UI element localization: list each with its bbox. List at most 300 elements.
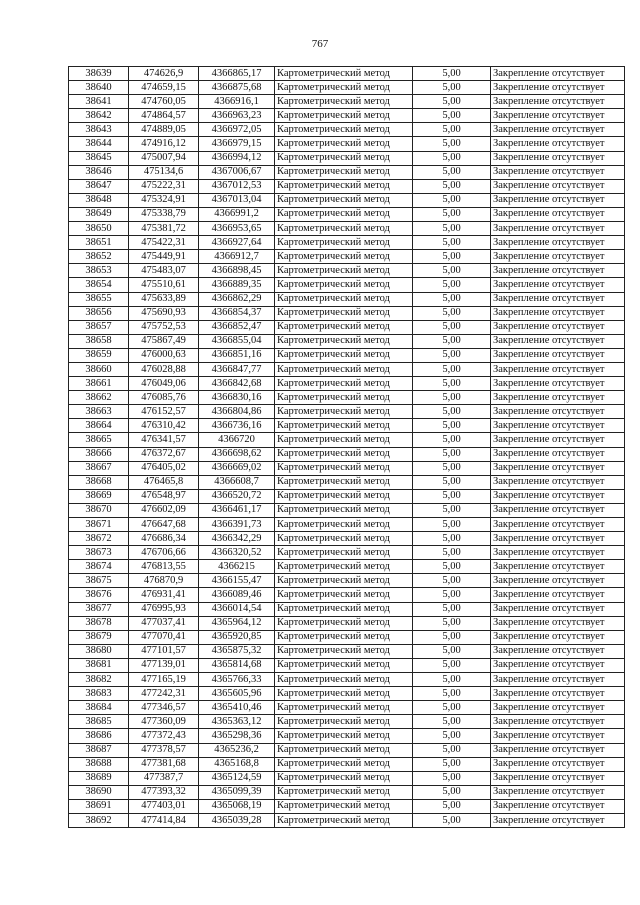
point-number-cell: 38641 [69,95,129,109]
x-coordinate-cell: 476813,55 [129,560,199,574]
method-cell: Картометрический метод [275,729,413,743]
point-number-cell: 38678 [69,616,129,630]
table-row [69,503,625,517]
page-number: 767 [311,38,329,50]
table-row [69,433,625,447]
accuracy-cell: 5,00 [413,419,491,433]
method-cell: Картометрический метод [275,306,413,320]
x-coordinate-cell: 476602,09 [129,503,199,517]
accuracy-cell: 5,00 [413,278,491,292]
accuracy-cell: 5,00 [413,785,491,799]
accuracy-cell: 5,00 [413,630,491,644]
accuracy-cell: 5,00 [413,222,491,236]
y-coordinate-cell: 4366855,04 [199,334,275,348]
y-coordinate-cell: 4365964,12 [199,616,275,630]
method-cell: Картометрический метод [275,799,413,813]
accuracy-cell: 5,00 [413,475,491,489]
fixing-cell: Закрепление отсутствует [491,813,625,827]
accuracy-cell: 5,00 [413,292,491,306]
table-row [69,715,625,729]
point-number-cell: 38676 [69,588,129,602]
fixing-cell: Закрепление отсутствует [491,532,625,546]
x-coordinate-cell: 477414,84 [129,813,199,827]
y-coordinate-cell: 4365124,59 [199,771,275,785]
point-number-cell: 38642 [69,109,129,123]
accuracy-cell: 5,00 [413,715,491,729]
accuracy-cell: 5,00 [413,602,491,616]
point-number-cell: 38653 [69,264,129,278]
x-coordinate-cell: 476931,41 [129,588,199,602]
table-row [69,391,625,405]
x-coordinate-cell: 475422,31 [129,236,199,250]
fixing-cell: Закрепление отсутствует [491,236,625,250]
accuracy-cell: 5,00 [413,334,491,348]
x-coordinate-cell: 476405,02 [129,461,199,475]
accuracy-cell: 5,00 [413,137,491,151]
x-coordinate-cell: 476000,63 [129,348,199,362]
x-coordinate-cell: 475324,91 [129,193,199,207]
method-cell: Картометрический метод [275,165,413,179]
accuracy-cell: 5,00 [413,67,491,81]
method-cell: Картометрический метод [275,461,413,475]
method-cell: Картометрический метод [275,95,413,109]
x-coordinate-cell: 476870,9 [129,574,199,588]
point-number-cell: 38645 [69,151,129,165]
fixing-cell: Закрепление отсутствует [491,179,625,193]
table-row [69,518,625,532]
table-row [69,532,625,546]
accuracy-cell: 5,00 [413,433,491,447]
y-coordinate-cell: 4366963,23 [199,109,275,123]
point-number-cell: 38649 [69,207,129,221]
method-cell: Картометрический метод [275,673,413,687]
fixing-cell: Закрепление отсутствует [491,81,625,95]
point-number-cell: 38664 [69,419,129,433]
table-row [69,81,625,95]
y-coordinate-cell: 4366698,62 [199,447,275,461]
accuracy-cell: 5,00 [413,546,491,560]
x-coordinate-cell: 475483,07 [129,264,199,278]
method-cell: Картометрический метод [275,560,413,574]
y-coordinate-cell: 4366852,47 [199,320,275,334]
table-row [69,743,625,757]
fixing-cell: Закрепление отсутствует [491,193,625,207]
table-row [69,137,625,151]
accuracy-cell: 5,00 [413,391,491,405]
fixing-cell: Закрепление отсутствует [491,701,625,715]
table-row [69,588,625,602]
fixing-cell: Закрепление отсутствует [491,292,625,306]
method-cell: Картометрический метод [275,574,413,588]
y-coordinate-cell: 4366865,17 [199,67,275,81]
table-row [69,109,625,123]
accuracy-cell: 5,00 [413,151,491,165]
accuracy-cell: 5,00 [413,377,491,391]
accuracy-cell: 5,00 [413,207,491,221]
accuracy-cell: 5,00 [413,771,491,785]
point-number-cell: 38671 [69,518,129,532]
fixing-cell: Закрепление отсутствует [491,391,625,405]
fixing-cell: Закрепление отсутствует [491,377,625,391]
point-number-cell: 38666 [69,447,129,461]
fixing-cell: Закрепление отсутствует [491,67,625,81]
method-cell: Картометрический метод [275,546,413,560]
method-cell: Картометрический метод [275,518,413,532]
point-number-cell: 38690 [69,785,129,799]
x-coordinate-cell: 475752,53 [129,320,199,334]
method-cell: Картометрический метод [275,687,413,701]
table-row [69,306,625,320]
y-coordinate-cell: 4366854,37 [199,306,275,320]
fixing-cell: Закрепление отсутствует [491,757,625,771]
point-number-cell: 38675 [69,574,129,588]
fixing-cell: Закрепление отсутствует [491,165,625,179]
point-number-cell: 38652 [69,250,129,264]
accuracy-cell: 5,00 [413,264,491,278]
method-cell: Картометрический метод [275,475,413,489]
table-row [69,236,625,250]
x-coordinate-cell: 477346,57 [129,701,199,715]
y-coordinate-cell: 4366875,68 [199,81,275,95]
accuracy-cell: 5,00 [413,405,491,419]
accuracy-cell: 5,00 [413,560,491,574]
method-cell: Картометрический метод [275,123,413,137]
point-number-cell: 38667 [69,461,129,475]
method-cell: Картометрический метод [275,644,413,658]
method-cell: Картометрический метод [275,447,413,461]
method-cell: Картометрический метод [275,264,413,278]
x-coordinate-cell: 475510,61 [129,278,199,292]
table-row [69,475,625,489]
x-coordinate-cell: 476706,66 [129,546,199,560]
point-number-cell: 38680 [69,644,129,658]
accuracy-cell: 5,00 [413,729,491,743]
table-row [69,673,625,687]
table-row [69,250,625,264]
method-cell: Картометрический метод [275,813,413,827]
fixing-cell: Закрепление отсутствует [491,687,625,701]
accuracy-cell: 5,00 [413,588,491,602]
x-coordinate-cell: 477372,43 [129,729,199,743]
fixing-cell: Закрепление отсутствует [491,250,625,264]
y-coordinate-cell: 4366089,46 [199,588,275,602]
point-number-cell: 38657 [69,320,129,334]
point-number-cell: 38689 [69,771,129,785]
table-row [69,222,625,236]
table-row [69,616,625,630]
method-cell: Картометрический метод [275,292,413,306]
y-coordinate-cell: 4366830,16 [199,391,275,405]
accuracy-cell: 5,00 [413,574,491,588]
x-coordinate-cell: 477139,01 [129,658,199,672]
y-coordinate-cell: 4366804,86 [199,405,275,419]
x-coordinate-cell: 477387,7 [129,771,199,785]
y-coordinate-cell: 4366842,68 [199,377,275,391]
method-cell: Картометрический метод [275,250,413,264]
method-cell: Картометрический метод [275,391,413,405]
y-coordinate-cell: 4366912,7 [199,250,275,264]
accuracy-cell: 5,00 [413,799,491,813]
table-row [69,334,625,348]
table-body [69,67,625,828]
x-coordinate-cell: 477101,57 [129,644,199,658]
point-number-cell: 38692 [69,813,129,827]
method-cell: Картометрический метод [275,222,413,236]
table-row [69,630,625,644]
fixing-cell: Закрепление отсутствует [491,602,625,616]
y-coordinate-cell: 4365039,28 [199,813,275,827]
x-coordinate-cell: 475867,49 [129,334,199,348]
y-coordinate-cell: 4366461,17 [199,503,275,517]
method-cell: Картометрический метод [275,348,413,362]
x-coordinate-cell: 474626,9 [129,67,199,81]
method-cell: Картометрический метод [275,320,413,334]
fixing-cell: Закрепление отсутствует [491,123,625,137]
y-coordinate-cell: 4366391,73 [199,518,275,532]
table-row [69,602,625,616]
fixing-cell: Закрепление отсутствует [491,334,625,348]
accuracy-cell: 5,00 [413,658,491,672]
x-coordinate-cell: 474760,05 [129,95,199,109]
table-row [69,419,625,433]
table-row [69,67,625,81]
method-cell: Картометрический метод [275,503,413,517]
fixing-cell: Закрепление отсутствует [491,348,625,362]
method-cell: Картометрический метод [275,81,413,95]
fixing-cell: Закрепление отсутствует [491,673,625,687]
x-coordinate-cell: 475633,89 [129,292,199,306]
method-cell: Картометрический метод [275,532,413,546]
accuracy-cell: 5,00 [413,236,491,250]
table-row [69,377,625,391]
x-coordinate-cell: 477360,09 [129,715,199,729]
y-coordinate-cell: 4365168,8 [199,757,275,771]
point-number-cell: 38665 [69,433,129,447]
y-coordinate-cell: 4366014,54 [199,602,275,616]
table-row [69,799,625,813]
y-coordinate-cell: 4366608,7 [199,475,275,489]
x-coordinate-cell: 476085,76 [129,391,199,405]
method-cell: Картометрический метод [275,109,413,123]
table-row [69,207,625,221]
accuracy-cell: 5,00 [413,673,491,687]
y-coordinate-cell: 4366979,15 [199,137,275,151]
x-coordinate-cell: 476152,57 [129,405,199,419]
point-number-cell: 38685 [69,715,129,729]
point-number-cell: 38643 [69,123,129,137]
y-coordinate-cell: 4366736,16 [199,419,275,433]
table-row [69,461,625,475]
y-coordinate-cell: 4366916,1 [199,95,275,109]
method-cell: Картометрический метод [275,179,413,193]
accuracy-cell: 5,00 [413,250,491,264]
y-coordinate-cell: 4366994,12 [199,151,275,165]
point-number-cell: 38647 [69,179,129,193]
x-coordinate-cell: 477378,57 [129,743,199,757]
method-cell: Картометрический метод [275,588,413,602]
accuracy-cell: 5,00 [413,503,491,517]
fixing-cell: Закрепление отсутствует [491,405,625,419]
fixing-cell: Закрепление отсутствует [491,630,625,644]
method-cell: Картометрический метод [275,616,413,630]
table-row [69,405,625,419]
x-coordinate-cell: 477242,31 [129,687,199,701]
accuracy-cell: 5,00 [413,179,491,193]
point-number-cell: 38673 [69,546,129,560]
fixing-cell: Закрепление отсутствует [491,799,625,813]
y-coordinate-cell: 4365068,19 [199,799,275,813]
x-coordinate-cell: 476465,8 [129,475,199,489]
y-coordinate-cell: 4366520,72 [199,489,275,503]
fixing-cell: Закрепление отсутствует [491,785,625,799]
y-coordinate-cell: 4365363,12 [199,715,275,729]
x-coordinate-cell: 477393,32 [129,785,199,799]
y-coordinate-cell: 4366972,05 [199,123,275,137]
table-row [69,729,625,743]
fixing-cell: Закрепление отсутствует [491,419,625,433]
method-cell: Картометрический метод [275,785,413,799]
accuracy-cell: 5,00 [413,813,491,827]
x-coordinate-cell: 476686,34 [129,532,199,546]
x-coordinate-cell: 477070,41 [129,630,199,644]
fixing-cell: Закрепление отсутствует [491,503,625,517]
y-coordinate-cell: 4367013,04 [199,193,275,207]
point-number-cell: 38679 [69,630,129,644]
method-cell: Картометрический метод [275,658,413,672]
table-row [69,278,625,292]
fixing-cell: Закрепление отсутствует [491,489,625,503]
y-coordinate-cell: 4365605,96 [199,687,275,701]
accuracy-cell: 5,00 [413,532,491,546]
accuracy-cell: 5,00 [413,306,491,320]
accuracy-cell: 5,00 [413,193,491,207]
fixing-cell: Закрепление отсутствует [491,362,625,376]
table-row [69,151,625,165]
table-row [69,165,625,179]
point-number-cell: 38677 [69,602,129,616]
fixing-cell: Закрепление отсутствует [491,729,625,743]
point-number-cell: 38654 [69,278,129,292]
accuracy-cell: 5,00 [413,109,491,123]
fixing-cell: Закрепление отсутствует [491,560,625,574]
fixing-cell: Закрепление отсутствует [491,518,625,532]
accuracy-cell: 5,00 [413,461,491,475]
table-row [69,658,625,672]
y-coordinate-cell: 4365410,46 [199,701,275,715]
method-cell: Картометрический метод [275,137,413,151]
fixing-cell: Закрепление отсутствует [491,546,625,560]
fixing-cell: Закрепление отсутствует [491,222,625,236]
point-number-cell: 38672 [69,532,129,546]
y-coordinate-cell: 4366927,64 [199,236,275,250]
fixing-cell: Закрепление отсутствует [491,433,625,447]
accuracy-cell: 5,00 [413,320,491,334]
x-coordinate-cell: 474659,15 [129,81,199,95]
point-number-cell: 38659 [69,348,129,362]
y-coordinate-cell: 4366953,65 [199,222,275,236]
accuracy-cell: 5,00 [413,123,491,137]
point-number-cell: 38684 [69,701,129,715]
accuracy-cell: 5,00 [413,165,491,179]
point-number-cell: 38681 [69,658,129,672]
method-cell: Картометрический метод [275,771,413,785]
method-cell: Картометрический метод [275,405,413,419]
y-coordinate-cell: 4365920,85 [199,630,275,644]
y-coordinate-cell: 4365236,2 [199,743,275,757]
method-cell: Картометрический метод [275,489,413,503]
y-coordinate-cell: 4366155,47 [199,574,275,588]
y-coordinate-cell: 4367006,67 [199,165,275,179]
y-coordinate-cell: 4366851,16 [199,348,275,362]
fixing-cell: Закрепление отсутствует [491,743,625,757]
accuracy-cell: 5,00 [413,644,491,658]
x-coordinate-cell: 474916,12 [129,137,199,151]
x-coordinate-cell: 477037,41 [129,616,199,630]
point-number-cell: 38656 [69,306,129,320]
fixing-cell: Закрепление отсутствует [491,306,625,320]
table-row [69,447,625,461]
x-coordinate-cell: 476049,06 [129,377,199,391]
fixing-cell: Закрепление отсутствует [491,137,625,151]
x-coordinate-cell: 475690,93 [129,306,199,320]
point-number-cell: 38674 [69,560,129,574]
fixing-cell: Закрепление отсутствует [491,109,625,123]
point-number-cell: 38640 [69,81,129,95]
accuracy-cell: 5,00 [413,687,491,701]
y-coordinate-cell: 4366847,77 [199,362,275,376]
x-coordinate-cell: 475007,94 [129,151,199,165]
accuracy-cell: 5,00 [413,616,491,630]
y-coordinate-cell: 4366320,52 [199,546,275,560]
fixing-cell: Закрепление отсутствует [491,715,625,729]
fixing-cell: Закрепление отсутствует [491,588,625,602]
fixing-cell: Закрепление отсутствует [491,264,625,278]
point-number-cell: 38651 [69,236,129,250]
y-coordinate-cell: 4365766,33 [199,673,275,687]
method-cell: Картометрический метод [275,419,413,433]
method-cell: Картометрический метод [275,334,413,348]
method-cell: Картометрический метод [275,701,413,715]
x-coordinate-cell: 474889,05 [129,123,199,137]
y-coordinate-cell: 4365298,36 [199,729,275,743]
x-coordinate-cell: 477165,19 [129,673,199,687]
fixing-cell: Закрепление отсутствует [491,475,625,489]
point-number-cell: 38668 [69,475,129,489]
y-coordinate-cell: 4366669,02 [199,461,275,475]
accuracy-cell: 5,00 [413,701,491,715]
method-cell: Картометрический метод [275,377,413,391]
table-row [69,757,625,771]
accuracy-cell: 5,00 [413,362,491,376]
table-row [69,687,625,701]
point-number-cell: 38682 [69,673,129,687]
method-cell: Картометрический метод [275,743,413,757]
table-row [69,179,625,193]
table-row [69,785,625,799]
method-cell: Картометрический метод [275,757,413,771]
table-row [69,123,625,137]
x-coordinate-cell: 476310,42 [129,419,199,433]
x-coordinate-cell: 475449,91 [129,250,199,264]
point-number-cell: 38688 [69,757,129,771]
table-row [69,95,625,109]
accuracy-cell: 5,00 [413,95,491,109]
x-coordinate-cell: 475222,31 [129,179,199,193]
point-number-cell: 38655 [69,292,129,306]
y-coordinate-cell: 4366862,29 [199,292,275,306]
accuracy-cell: 5,00 [413,489,491,503]
y-coordinate-cell: 4365099,39 [199,785,275,799]
